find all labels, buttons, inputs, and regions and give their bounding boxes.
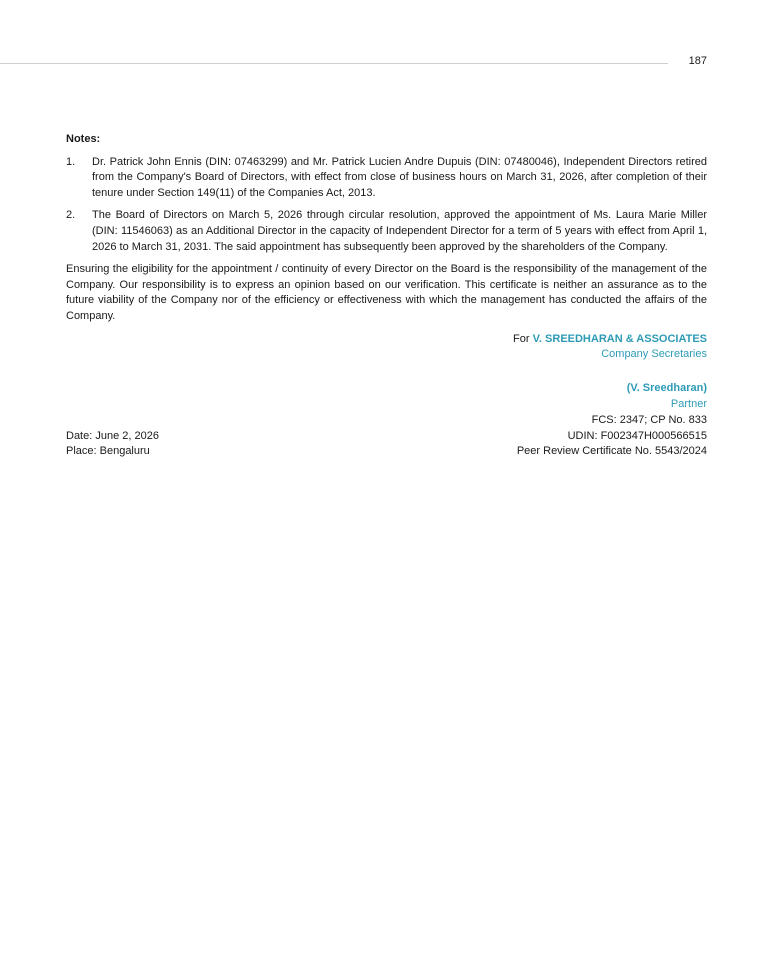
certificate-details [66,413,707,460]
place-peer-row [66,444,707,460]
partner-title: Partner [670,397,707,410]
peer-review-certificate: Peer Review Certificate No. 5543/2024 [516,445,707,458]
firm-name: V. SREEDHARAN & ASSOCIATES [532,332,707,345]
udin: UDIN: F002347H000566515 [567,429,707,442]
note-number: 1. [66,155,76,168]
document-body [66,132,707,460]
signature-block [66,332,707,413]
note-number: 2. [66,209,76,222]
note-item-2 [66,208,707,255]
fcs-row [66,413,707,429]
note-text: Dr. Patrick John Ennis (DIN: 07463299) and Mr. Patrick Lucien Andre Dupuis (DIN: 07480046), Independent Directors retired from the Company's Board of Directors, with effect from close of business hours on March 31, 2026, after completion of their tenure under Section 149(11) of the Companies Act, 2013. [92,155,707,199]
firm-type: Company Secretaries [601,348,707,361]
firm-line [66,332,707,348]
partner-name: (V. Sreedharan) [626,382,707,395]
place: Place: Bengaluru [66,445,150,458]
page-number: 187 [688,55,707,67]
date: Date: June 2, 2026 [66,429,159,442]
for-prefix: For [513,332,533,345]
notes-heading: Notes: [66,133,101,145]
date-udin-row [66,429,707,445]
fcs-number: FCS: 2347; CP No. 833 [591,413,707,426]
signature-space [66,363,707,381]
note-item-1 [66,155,707,202]
header-rule [0,63,668,64]
responsibility-paragraph: Ensuring the eligibility for the appointment / continuity of every Director on the Board is the responsibility of the management of the Company. Our responsibility is to express an opinion based on our verification. This certificate is neither an assurance as to the future viability of the Company nor of the efficiency or effectiveness with which the management has conducted the affairs of the Company. [66,263,707,322]
note-text: The Board of Directors on March 5, 2026 through circular resolution, approved the appointment of Ms. Laura Marie Miller (DIN: 11546063) as an Additional Director in the capacity of Independent Director for a term of 5 years with effect from April 1, 2026 to March 31, 2031. The said appointment has subsequently been approved by the shareholders of the Company. [92,209,707,253]
